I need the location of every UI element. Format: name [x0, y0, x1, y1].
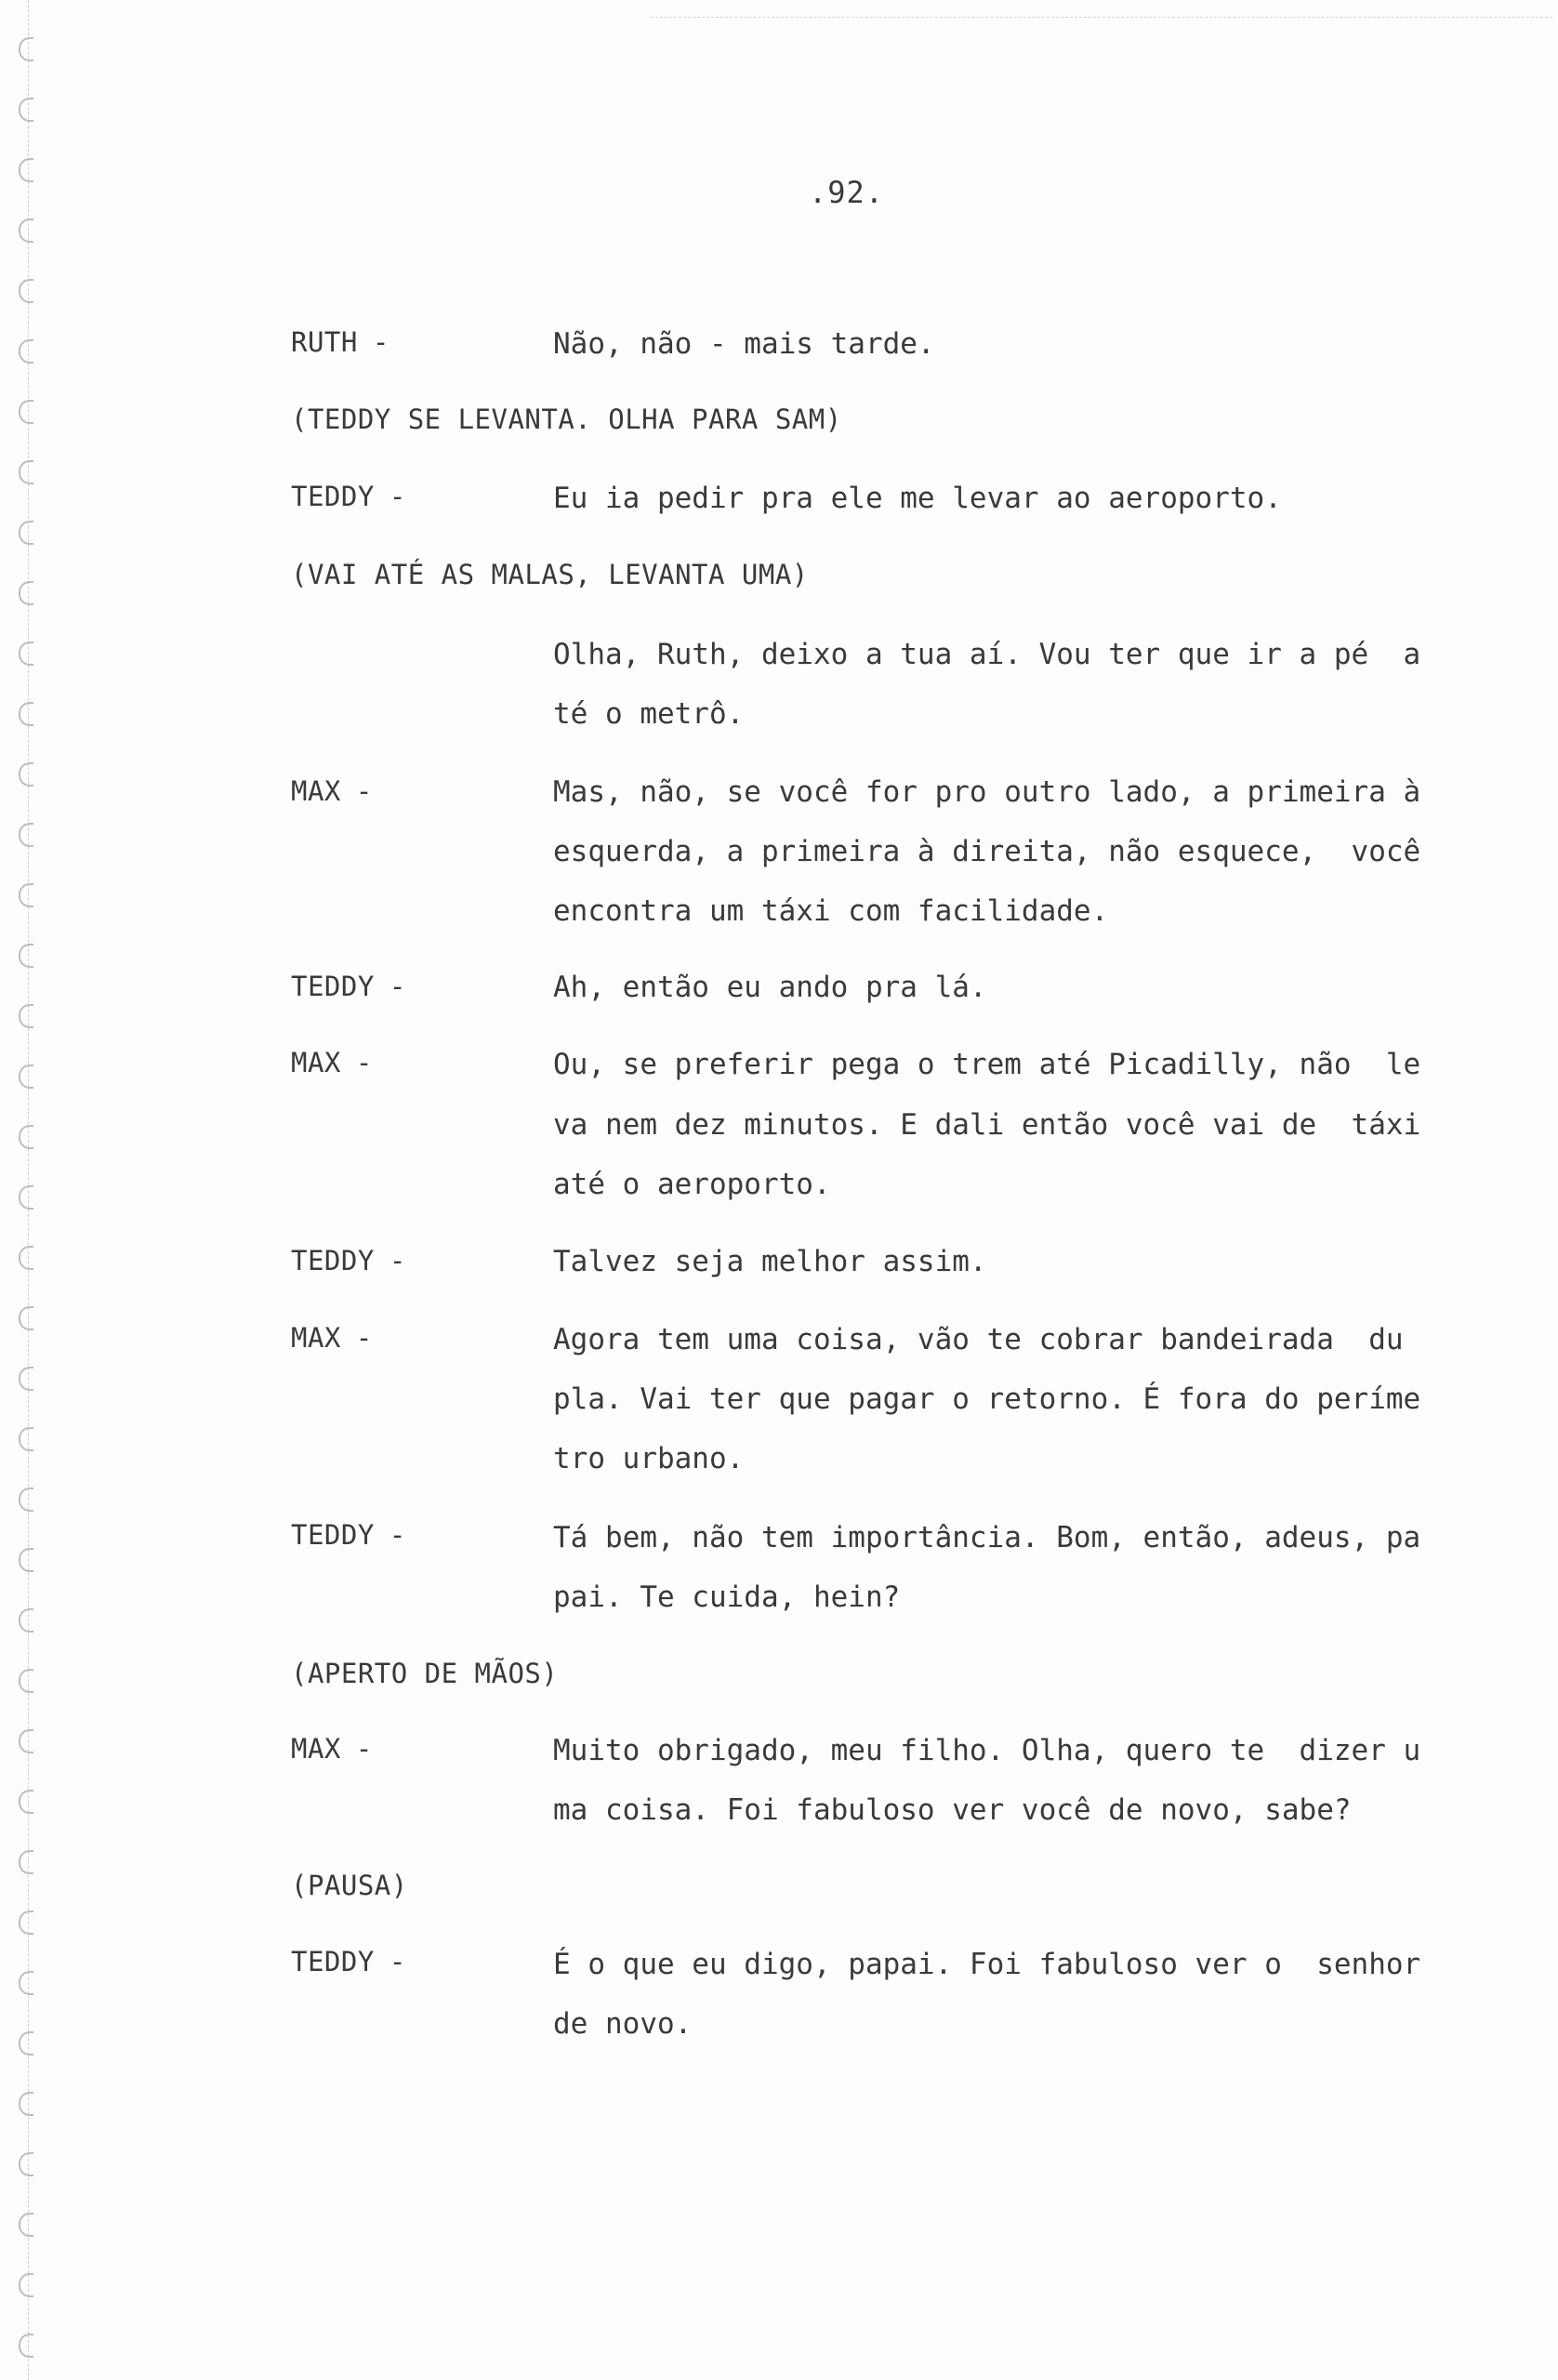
stage-direction: (APERTO DE MÃOS) — [291, 1658, 559, 1689]
binding-hole — [19, 1971, 33, 1995]
binding-hole — [19, 2273, 33, 2297]
binding-hole — [19, 1850, 33, 1874]
dialogue-line: Talvez seja melhor assim. — [553, 1245, 987, 1278]
dialogue-line: pla. Vai ter que pagar o retorno. É fora do períme — [553, 1382, 1421, 1416]
page-number: .92. — [809, 175, 885, 210]
binding-hole — [19, 1790, 33, 1814]
dialogue-line: ma coisa. Foi fabuloso ver você de novo, sabe? — [553, 1793, 1352, 1827]
binding-hole — [19, 2152, 33, 2176]
speaker-name: TEDDY - — [291, 1245, 406, 1276]
binding-hole — [19, 158, 33, 182]
dialogue-line: até o aeroporto. — [553, 1168, 831, 1201]
stage-direction: (TEDDY SE LEVANTA. OLHA PARA SAM) — [291, 403, 842, 435]
speaker-name: TEDDY - — [291, 1946, 406, 1977]
speaker-name: RUTH - — [291, 326, 390, 358]
binding-hole — [19, 1306, 33, 1330]
dialogue-line: Eu ia pedir pra ele me levar ao aeroporto. — [553, 482, 1282, 515]
speaker-name: TEDDY - — [291, 971, 406, 1002]
binding-hole — [19, 1729, 33, 1753]
speaker-name: TEDDY - — [291, 481, 406, 512]
binding-hole — [19, 1427, 33, 1451]
binding-hole — [19, 823, 33, 847]
dialogue-line: Ah, então eu ando pra lá. — [553, 971, 987, 1004]
binding-hole — [19, 641, 33, 666]
binding-hole — [19, 883, 33, 907]
binding-hole — [19, 1488, 33, 1512]
top-edge-line — [651, 17, 1552, 19]
binding-hole — [19, 98, 33, 122]
binding-hole — [19, 2334, 33, 2358]
dialogue-line: Muito obrigado, meu filho. Olha, quero te dizer u — [553, 1734, 1421, 1767]
binding-hole — [19, 279, 33, 303]
dialogue-line: encontra um táxi com facilidade. — [553, 894, 1109, 928]
binding-hole — [19, 1367, 33, 1391]
dialogue-line: Olha, Ruth, deixo a tua aí. Vou ter que ir a pé a — [553, 638, 1421, 671]
dialogue-line: de novo. — [553, 2007, 693, 2041]
binding-hole — [19, 1608, 33, 1633]
binding-hole — [19, 2213, 33, 2237]
binding-hole — [19, 762, 33, 787]
speaker-name: TEDDY - — [291, 1519, 406, 1551]
binding-hole — [19, 944, 33, 968]
binding-hole — [19, 581, 33, 605]
dialogue-line: va nem dez minutos. E dali então você vai de táxi — [553, 1108, 1421, 1142]
binding-hole — [19, 1004, 33, 1028]
binding-hole — [19, 1669, 33, 1693]
dialogue-line: Agora tem uma coisa, vão te cobrar bandeirada du — [553, 1323, 1404, 1356]
binding-hole — [19, 339, 33, 364]
binding-hole — [19, 1548, 33, 1572]
stage-direction: (PAUSA) — [291, 1870, 408, 1901]
dialogue-line: té o metrô. — [553, 697, 745, 731]
dialogue-line: pai. Te cuida, hein? — [553, 1580, 901, 1614]
binding-hole — [19, 702, 33, 726]
binding-hole — [19, 521, 33, 545]
speaker-name: MAX - — [291, 1047, 373, 1078]
speaker-name: MAX - — [291, 1733, 373, 1765]
binding-hole — [19, 1911, 33, 1935]
stage-direction: (VAI ATÉ AS MALAS, LEVANTA UMA) — [291, 559, 809, 590]
dialogue-line: Tá bem, não tem importância. Bom, então, adeus, pa — [553, 1521, 1421, 1554]
binding-hole — [19, 218, 33, 243]
dialogue-line: Ou, se preferir pega o trem até Picadilly, não le — [553, 1048, 1421, 1081]
binding-hole — [19, 1064, 33, 1089]
binding-hole — [19, 1125, 33, 1149]
dialogue-line: Não, não - mais tarde. — [553, 327, 935, 361]
binding-hole — [19, 400, 33, 424]
dialogue-line: tro urbano. — [553, 1442, 745, 1475]
dialogue-line: É o que eu digo, papai. Foi fabuloso ver o senhor — [553, 1948, 1421, 1981]
speaker-name: MAX - — [291, 1322, 373, 1354]
dialogue-line: Mas, não, se você for pro outro lado, a primeira à — [553, 775, 1421, 809]
speaker-name: MAX - — [291, 775, 373, 807]
binding-hole — [19, 460, 33, 484]
binding-hole — [19, 1185, 33, 1210]
binding-hole — [19, 1246, 33, 1270]
binding-edge — [0, 0, 29, 2380]
binding-hole — [19, 2031, 33, 2056]
binding-hole — [19, 2092, 33, 2116]
dialogue-line: esquerda, a primeira à direita, não esquece, você — [553, 835, 1421, 868]
binding-hole — [19, 37, 33, 61]
